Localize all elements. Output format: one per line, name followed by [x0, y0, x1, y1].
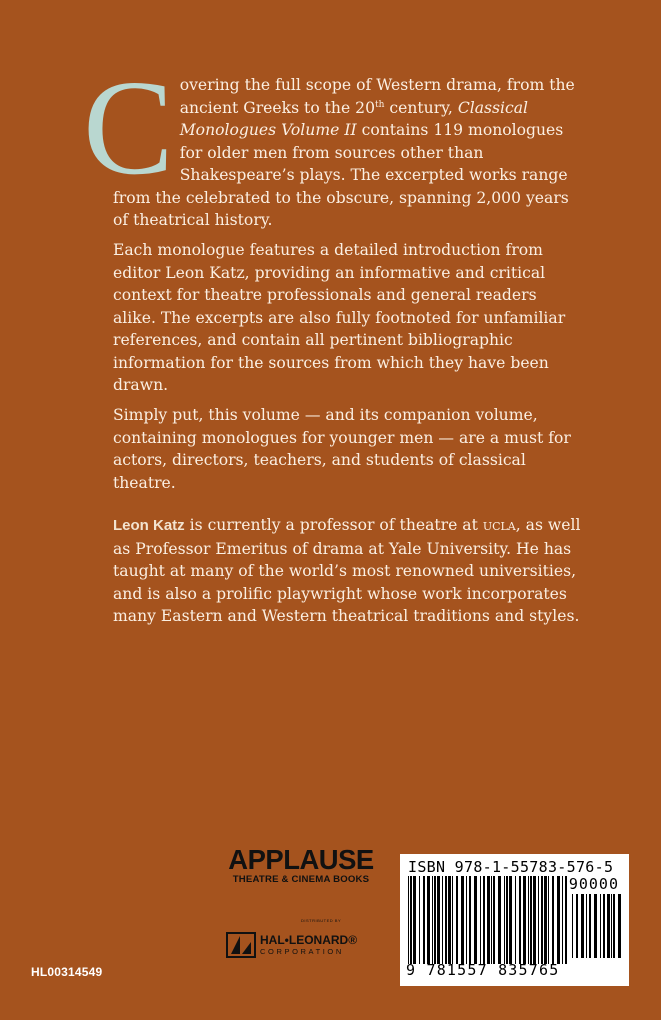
book-title: Classical Monologues Volume II	[179, 98, 529, 139]
barcode-bar	[483, 876, 485, 964]
ordinal-suffix: th	[375, 99, 385, 110]
barcode-bar	[544, 876, 547, 964]
blurb-p3-text: Simply put, this volume — and its companion volume, containing monologues for younger men — are a must for actors, directors, teachers, and students of classical theatre.	[113, 406, 571, 492]
barcode-bar	[487, 876, 490, 964]
barcode-bar	[456, 876, 458, 964]
distributor-name: HAL•LEONARD®	[260, 933, 358, 947]
barcode-bar	[533, 876, 536, 964]
barcode-bar	[419, 876, 420, 964]
barcode-bar	[607, 894, 610, 958]
barcode-bar	[413, 876, 416, 964]
barcode-bar	[519, 876, 521, 964]
author-name: Leon Katz	[113, 517, 185, 534]
author-bio	[113, 514, 583, 628]
barcode-bar	[461, 876, 464, 964]
applause-logo	[226, 846, 376, 885]
bio-text-b: , as well as Professor Emeritus of drama at Yale University. He has taught at many of the world’s most renowned universities, and is also a prolific playwright whose work incorporates many Eastern and Western theatrical traditions and styles.	[113, 516, 581, 625]
barcode-bar	[530, 876, 532, 964]
price-code: 90000	[568, 875, 619, 893]
barcode-bar	[618, 894, 621, 958]
barcode-bar	[523, 876, 526, 964]
barcode-bar	[442, 876, 443, 964]
blurb-paragraph-1	[83, 53, 583, 232]
barcode-bar	[493, 876, 495, 964]
distributor-corp: CORPORATION	[260, 947, 344, 956]
barcode-bar	[445, 876, 447, 964]
bio-text-a: is currently a professor of theatre at	[184, 516, 483, 534]
barcode-bar	[423, 876, 425, 964]
publisher-tagline: THEATRE & CINEMA BOOKS	[232, 874, 370, 885]
blurb-p2-text: Each monologue features a detailed introduction from editor Leon Katz, providing an informative and critical context for theatre professionals and general readers alike. The excerpts are also fully footnoted for unfamiliar references, and contain all pertinent bibliographic information for the sources from which they have been drawn.	[113, 241, 566, 394]
barcode-bar	[572, 894, 573, 958]
barcode-bar	[603, 894, 605, 958]
barcode-bar	[565, 876, 567, 964]
product-code: HL00314549	[31, 965, 103, 979]
barcode-bar	[538, 876, 539, 964]
barcode-bar	[586, 894, 587, 958]
blurb-paragraph-3	[113, 404, 583, 494]
ean-digits: 9 781557 835765	[406, 961, 560, 979]
isbn-text: ISBN 978-1-55783-576-5	[408, 858, 614, 876]
barcode-bar	[562, 876, 563, 964]
barcode-bar	[466, 876, 467, 964]
barcode-bar	[600, 894, 601, 958]
barcode-bar	[410, 876, 412, 964]
barcode-bar	[498, 876, 501, 964]
hal-leonard-emblem-icon	[226, 932, 256, 958]
hal-leonard-logo	[226, 918, 376, 963]
barcode-bar	[576, 894, 578, 958]
blurb-paragraph-2	[113, 239, 583, 397]
isbn-barcode	[400, 854, 629, 986]
blurb-p1-text-a: overing the full scope of Western drama, from the ancient Greeks to the 20	[179, 76, 575, 117]
barcode-bar	[448, 876, 451, 964]
ucla-abbrev: ucla	[482, 516, 516, 534]
barcode-bar	[506, 876, 508, 964]
barcode-bar	[434, 876, 436, 964]
blurb-p1-text-b: century,	[384, 98, 458, 117]
barcode-bar	[408, 876, 409, 964]
barcode-bar	[452, 876, 453, 964]
distributed-by-label: DISTRIBUTED BY	[301, 918, 342, 923]
drop-cap-letter: C	[83, 53, 174, 203]
barcode-bar	[613, 894, 615, 958]
barcode-bar	[548, 876, 549, 964]
barcode-bar	[469, 876, 471, 964]
publisher-name: APPLAUSE	[228, 844, 374, 875]
barcode-bar	[528, 876, 529, 964]
barcode-bar	[480, 876, 481, 964]
barcode-bar	[427, 876, 430, 964]
barcode-bar	[432, 876, 433, 964]
barcode-bar	[474, 876, 477, 964]
blurb-p1-text-c: contains 119 monologues for older men from sources other than Shakespeare’s plays. The excerpted works range from the celebrated to the obscure, spanning 2,000 years of theatrical history.	[113, 121, 569, 229]
barcode-bar	[594, 894, 597, 958]
barcode-bar	[589, 894, 591, 958]
barcode-bar	[541, 876, 543, 964]
barcode-bar	[557, 876, 560, 964]
barcode-bar	[504, 876, 505, 964]
barcode-bar	[515, 876, 516, 964]
barcode-bar	[581, 894, 584, 958]
barcode-bar	[509, 876, 512, 964]
barcode-bar	[437, 876, 440, 964]
barcode-bar	[552, 876, 554, 964]
barcode-bar	[491, 876, 492, 964]
barcode-bar	[611, 894, 612, 958]
